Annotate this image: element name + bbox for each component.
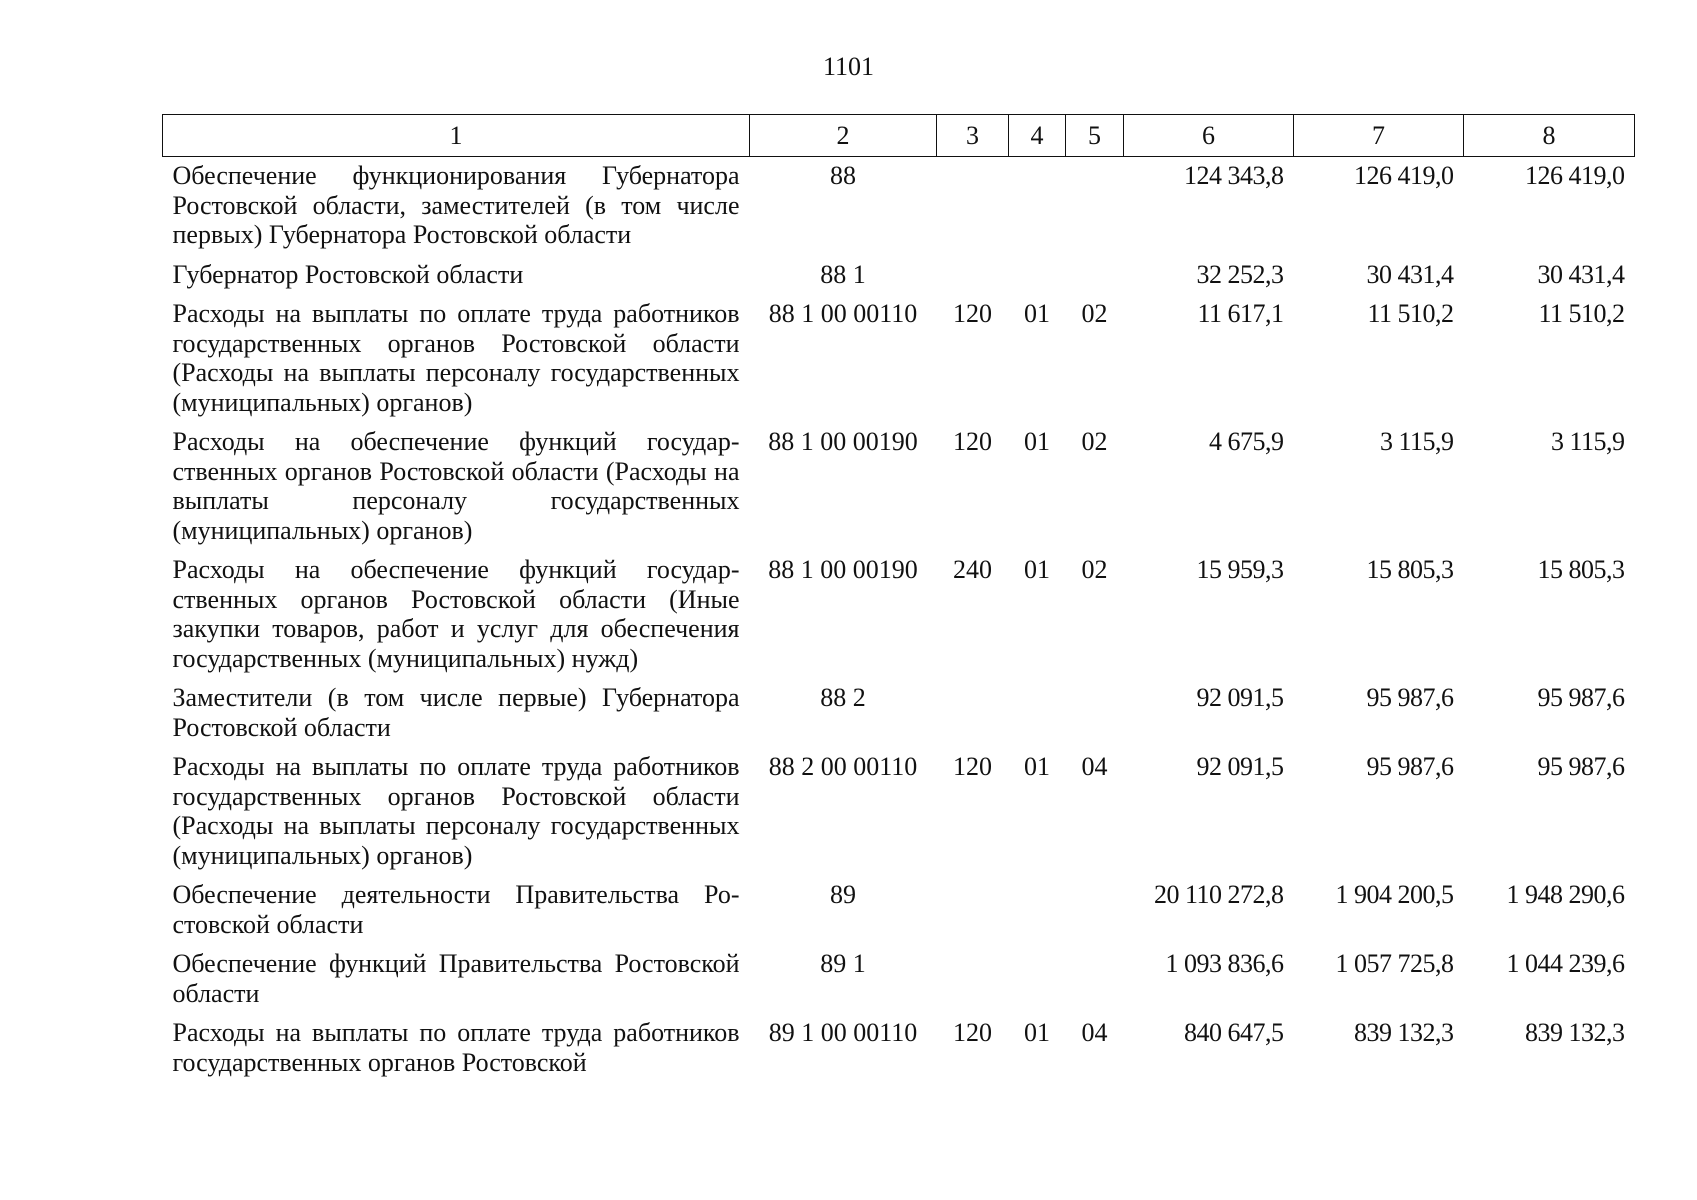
expense-type-code [937, 945, 1009, 1014]
target-article-code: 88 1 00 00190 [768, 555, 918, 584]
column-header: 7 [1294, 115, 1464, 157]
subsection-code [1066, 157, 1124, 256]
table-row [163, 551, 1635, 679]
amount-col6: 4 675,9 [1209, 427, 1284, 456]
page-number: 1101 [822, 52, 875, 81]
amount-col8: 1 948 290,6 [1506, 880, 1625, 909]
row-name: Расходы на выплаты по оплате труда работников государственных органов Ростовской области (Расходы на выплаты персоналу государственных (муниципальных) органов) [172, 299, 740, 417]
row-name: Заместители (в том числе первые) Губернатора Ростовской области [172, 683, 740, 742]
expense-type-code: 120 [953, 427, 992, 456]
column-header: 8 [1464, 115, 1635, 157]
column-header: 2 [750, 115, 937, 157]
table-row [163, 945, 1635, 1014]
header-row [163, 115, 1635, 157]
section-code [1009, 256, 1066, 296]
row-name: Расходы на выплаты по оплате труда работников государственных органов Ростовской [172, 1018, 740, 1077]
column-header: 1 [163, 115, 750, 157]
subsection-code: 02 [1081, 427, 1108, 456]
budget-table [162, 114, 1635, 1083]
table-row [163, 748, 1635, 876]
row-name: Обеспечение функционирования Губернатора Ростовской области, заместителей (в том числе первых) Губернатора Ростовской области [172, 161, 740, 249]
target-article-code: 88 1 00 00110 [768, 299, 918, 328]
amount-col6: 92 091,5 [1196, 683, 1284, 712]
expense-type-code: 120 [953, 1018, 992, 1047]
section-code: 01 [1024, 299, 1050, 328]
row-name: Обеспечение деятельности Правительства Ростовской области [172, 880, 740, 939]
target-article-code: 88 [830, 161, 856, 190]
expense-type-code: 240 [953, 555, 992, 584]
table-header [163, 115, 1635, 157]
table-body [163, 157, 1635, 1084]
amount-col8: 839 132,3 [1525, 1018, 1625, 1047]
amount-col7: 1 057 725,8 [1335, 949, 1454, 978]
amount-col6: 11 617,1 [1197, 299, 1284, 328]
amount-col6: 840 647,5 [1184, 1018, 1284, 1047]
amount-col6: 15 959,3 [1196, 555, 1284, 584]
subsection-code [1066, 256, 1124, 296]
amount-col7: 30 431,4 [1366, 259, 1454, 289]
amount-col7: 839 132,3 [1354, 1018, 1454, 1047]
table-row [163, 157, 1635, 256]
section-code: 01 [1024, 1018, 1050, 1047]
table-row [163, 256, 1635, 296]
target-article-code: 88 1 00 00190 [768, 427, 918, 456]
target-article-code: 88 2 00 00110 [768, 752, 918, 781]
expense-type-code: 120 [953, 752, 992, 781]
section-code: 01 [1024, 427, 1050, 456]
table-row [163, 876, 1635, 945]
subsection-code: 04 [1081, 752, 1108, 781]
amount-col7: 1 904 200,5 [1335, 880, 1454, 909]
amount-col7: 3 115,9 [1379, 427, 1454, 456]
section-code [1009, 945, 1066, 1014]
amount-col8: 95 987,6 [1537, 752, 1625, 781]
section-code [1009, 679, 1066, 748]
amount-col6: 124 343,8 [1184, 161, 1284, 190]
table-row [163, 1014, 1635, 1083]
expense-type-code [937, 679, 1009, 748]
amount-col8: 1 044 239,6 [1506, 949, 1625, 978]
section-code [1009, 157, 1066, 256]
expense-type-code: 120 [953, 299, 992, 328]
expense-type-code [937, 256, 1009, 296]
table-row [163, 295, 1635, 423]
row-name: Губернатор Ростовской области [172, 259, 524, 289]
amount-col6: 92 091,5 [1196, 752, 1284, 781]
target-article-code: 88 1 [820, 259, 866, 289]
column-header: 5 [1066, 115, 1124, 157]
row-name: Обеспечение функций Правительства Ростовской области [172, 949, 740, 1008]
amount-col7: 15 805,3 [1366, 555, 1454, 584]
amount-col8: 15 805,3 [1537, 555, 1625, 584]
column-header: 3 [937, 115, 1009, 157]
column-header: 4 [1009, 115, 1066, 157]
amount-col8: 11 510,2 [1538, 299, 1625, 328]
subsection-code: 04 [1081, 1018, 1108, 1047]
section-code: 01 [1024, 555, 1050, 584]
table-row [163, 679, 1635, 748]
section-code [1009, 876, 1066, 945]
amount-col7: 126 419,0 [1354, 161, 1454, 190]
row-name: Расходы на обеспечение функций государственных органов Ростовской области (Расходы на выплаты персоналу государственных (муниципальных) органов) [172, 427, 740, 545]
table-row [163, 423, 1635, 551]
row-name: Расходы на обеспечение функций государственных органов Ростовской области (Иные закупки товаров, работ и услуг для обеспечения государственных (муниципальных) нужд) [172, 555, 740, 673]
amount-col6: 20 110 272,8 [1153, 880, 1284, 909]
subsection-code: 02 [1081, 555, 1108, 584]
section-code: 01 [1024, 752, 1050, 781]
target-article-code: 89 1 00 00110 [768, 1018, 918, 1047]
amount-col6: 32 252,3 [1196, 259, 1284, 289]
subsection-code [1066, 945, 1124, 1014]
target-article-code: 89 1 [820, 949, 866, 978]
amount-col7: 95 987,6 [1366, 683, 1454, 712]
expense-type-code [937, 157, 1009, 256]
amount-col7: 95 987,6 [1366, 752, 1454, 781]
subsection-code [1066, 679, 1124, 748]
amount-col8: 95 987,6 [1537, 683, 1625, 712]
amount-col8: 30 431,4 [1537, 259, 1625, 289]
amount-col8: 126 419,0 [1525, 161, 1625, 190]
column-header: 6 [1124, 115, 1294, 157]
expense-type-code [937, 876, 1009, 945]
target-article-code: 88 2 [820, 683, 866, 712]
amount-col6: 1 093 836,6 [1165, 949, 1284, 978]
amount-col8: 3 115,9 [1550, 427, 1625, 456]
subsection-code [1066, 876, 1124, 945]
target-article-code: 89 [830, 880, 856, 909]
row-name: Расходы на выплаты по оплате труда работников государственных органов Ростовской области (Расходы на выплаты персоналу государственных (муниципальных) органов) [172, 752, 740, 870]
amount-col7: 11 510,2 [1367, 299, 1454, 328]
subsection-code: 02 [1081, 299, 1108, 328]
